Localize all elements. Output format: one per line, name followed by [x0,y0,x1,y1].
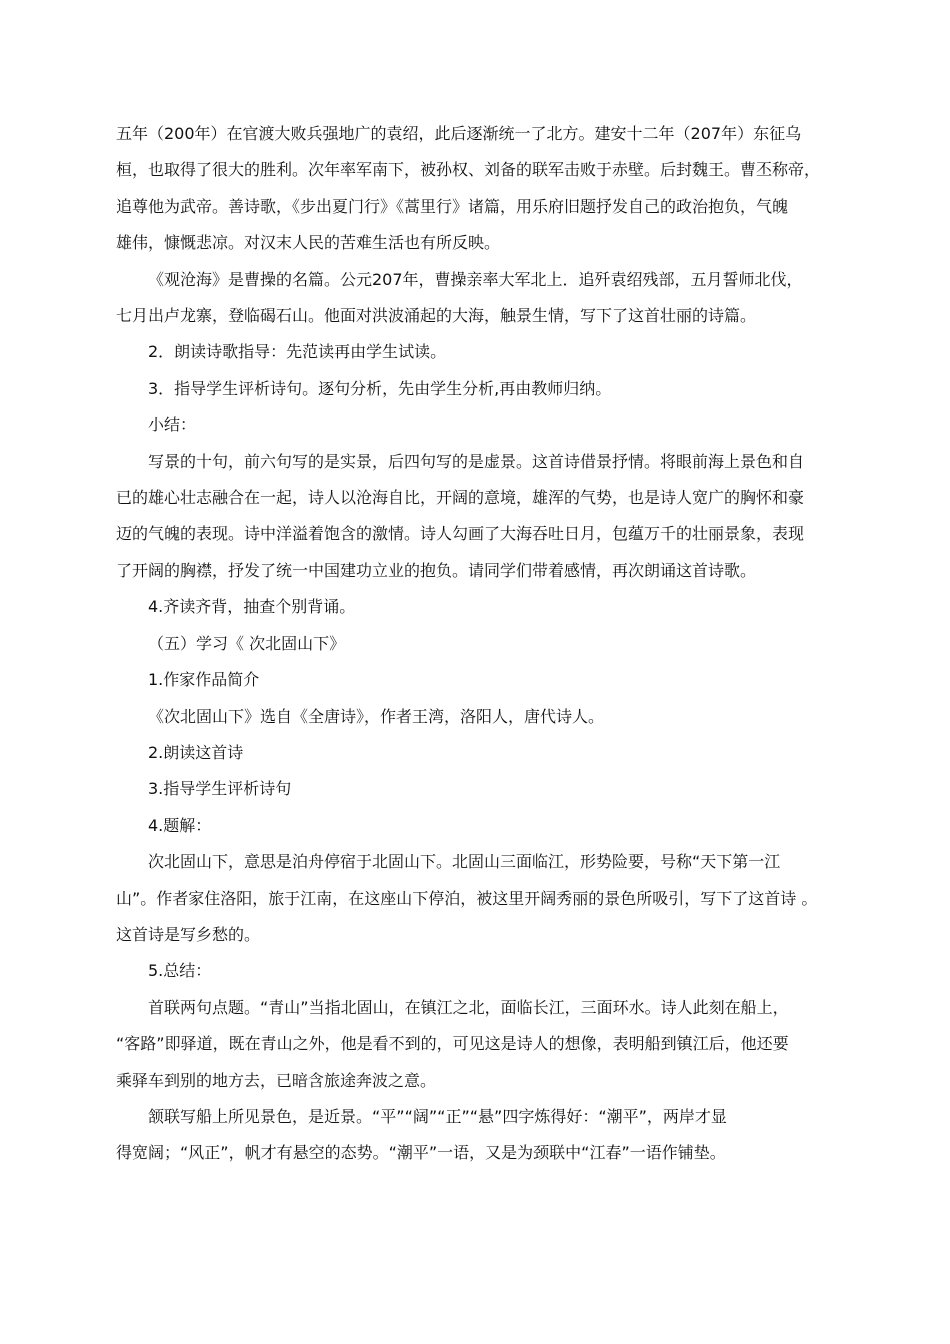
section-step: 1.作家作品简介 [148,670,260,690]
document-body [116,116,838,1172]
paragraph-line: 《观沧海》是曹操的名篇。公元207年，曹操亲率大军北上．追歼袁绍残部，五月誓师北伐， [148,269,803,289]
paragraph-line: 这首诗是写乡愁的。 [116,924,261,944]
section-step: 2.朗读这首诗 [148,742,244,762]
paragraph-line: 追尊他为武帝。善诗歌，《步出夏门行》《蒿里行》诸篇，用乐府旧题抒发自己的政治抱负，气魄 [116,196,789,216]
paragraph-line: 得宽阔；“风正”，帆才有悬空的态势。“潮平”一语，又是为颈联中“江春”一语作铺垫。 [116,1143,726,1163]
paragraph-line: 迈的气魄的表现。诗中洋溢着饱含的激情。诗人勾画了大海吞吐日月，包蕴万千的壮丽景象，表现 [116,524,805,544]
paragraph-line: 首联两句点题。“青山”当指北固山，在镇江之北，面临长江，三面环水。诗人此刻在船上， [148,997,789,1017]
paragraph-line: 写景的十句，前六句写的是实景，后四句写的是虚景。这首诗借景抒情。将眼前海上景色和自 [148,451,805,471]
paragraph-line: 《次北固山下》选自《全唐诗》，作者王湾，洛阳人，唐代诗人。 [148,706,605,726]
paragraph-line: 已的雄心壮志融合在一起，诗人以沧海自比，开阔的意境，雄浑的气势，也是诗人宽广的胸怀和豪 [116,488,805,508]
section-step: 4.题解： [148,815,212,835]
section-step: 3．指导学生评析诗句。逐句分析，先由学生分析,再由教师归纳。 [148,378,612,398]
section-step: 2．朗读诗歌指导：先范读再由学生试读。 [148,342,447,362]
section-step: 3.指导学生评析诗句 [148,779,292,799]
section-heading: 小结： [148,415,197,435]
paragraph-line: 桓，也取得了很大的胜利。次年率军南下，被孙权、刘备的联军击败于赤壁。后封魏王。曹丕称帝， [116,160,821,180]
paragraph-line: 了开阔的胸襟，抒发了统一中国建功立业的抱负。请同学们带着感情，再次朗诵这首诗歌。 [116,560,757,580]
section-step: 4.齐读齐背，抽查个别背诵。 [148,597,356,617]
paragraph-line: 五年（200年）在官渡大败兵强地广的袁绍，此后逐渐统一了北方。建安十二年（207年）东征乌 [116,124,802,143]
paragraph-line: 次北固山下，意思是泊舟停宿于北固山下。北固山三面临江，形势险要，号称“天下第一江 [148,852,781,872]
section-heading: （五）学习《 次北固山下》 [148,633,346,653]
paragraph-line: 雄伟，慷慨悲凉。对汉末人民的苦难生活也有所反映。 [116,233,501,253]
paragraph-line: 颔联写船上所见景色，是近景。“平”“阔”“正”“悬”四字炼得好：“潮平”，两岸才显 [148,1106,727,1126]
paragraph-line: 山”。作者家住洛阳，旅于江南，在这座山下停泊，被这里开阔秀丽的景色所吸引，写下了这首诗 。 [116,888,818,908]
paragraph-line: “客路”即驿道，既在青山之外，他是看不到的，可见这是诗人的想像，表明船到镇江后，他还要 [116,1034,789,1054]
paragraph-line: 乘驿车到别的地方去，已暗含旅途奔波之意。 [116,1070,437,1090]
paragraph-line: 七月出卢龙寨，登临碣石山。他面对洪波涌起的大海，触景生情，写下了这首壮丽的诗篇。 [116,306,757,326]
section-step: 5.总结： [148,961,212,981]
